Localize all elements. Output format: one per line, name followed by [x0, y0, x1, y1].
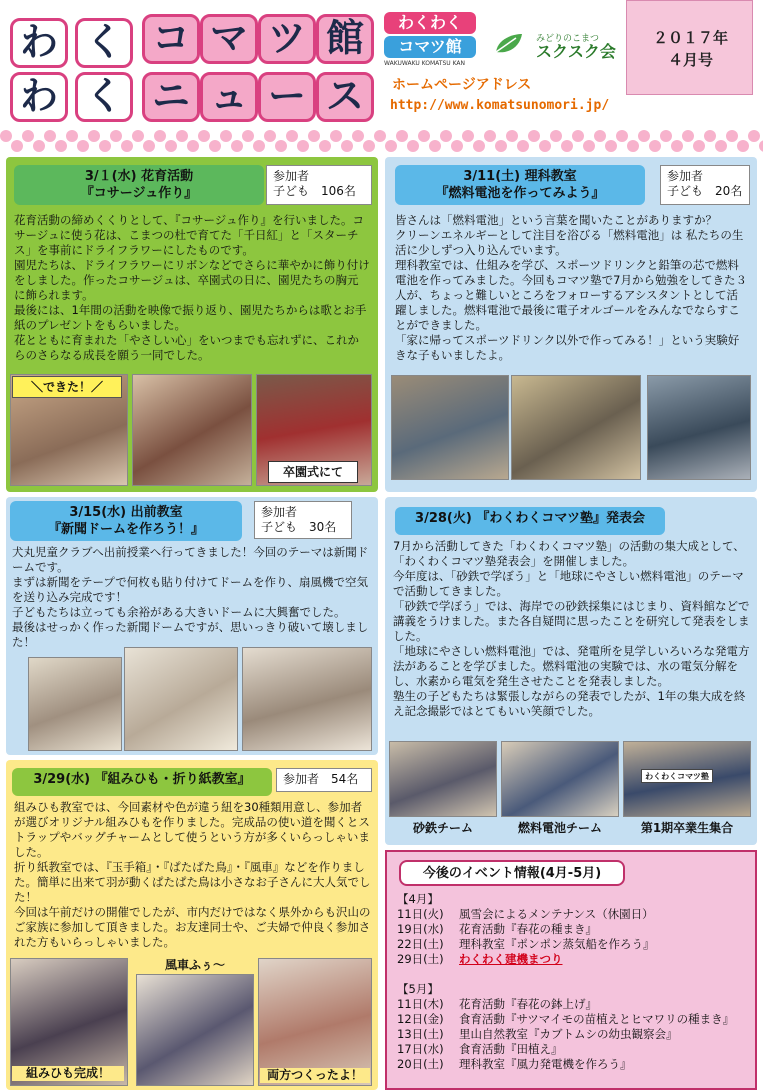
flower-decoration [121, 140, 133, 152]
event-title: わくわく建機まつり [459, 952, 563, 966]
flower-decoration [374, 130, 386, 142]
flower-decoration [704, 130, 716, 142]
flower-decoration [88, 130, 100, 142]
demae-participants [254, 501, 352, 539]
flower-decoration [330, 130, 342, 142]
flower-decoration [22, 130, 34, 142]
flower-decoration [638, 130, 650, 142]
title-tile: マ [200, 14, 258, 64]
flower-decoration [693, 140, 705, 152]
flower-decoration [319, 140, 331, 152]
flower-decoration [187, 140, 199, 152]
flower-decoration [264, 130, 276, 142]
demae-body: 犬丸児童クラブへ出前授業へ行ってきました！今回のテーマは新聞ドームです。 まずは新聞をテープで何枚も貼り付けてドームを作り、扇風機で空気を送り込み完成です！ 子どもたちは立っても余裕がある大きいドームに大興奮でした。 最後はせっかく作った新聞ドームですが、思いっきり破いて壊しました！ [12, 545, 369, 649]
title-tile: 館 [316, 14, 374, 64]
kumihimo-heading: 3/29(水) 『組みひも・折り紙教室』 [12, 768, 272, 796]
flower-decoration [352, 130, 364, 142]
participants-count: 子ども 30名 [261, 520, 337, 534]
section-kumihimo [6, 760, 378, 1090]
flower-decoration [198, 130, 210, 142]
flower-decoration [671, 140, 683, 152]
participants-label: 参加者 [667, 169, 704, 183]
events-heading: 今後のイベント情報(4月-5月) [399, 860, 625, 886]
caption-ryouhou: 両方つくったよ！ [260, 1068, 370, 1083]
flower-decoration [165, 140, 177, 152]
flower-decoration [132, 130, 144, 142]
title-tile: ー [258, 72, 316, 122]
flower-decoration [726, 130, 738, 142]
event-item [397, 997, 753, 1012]
flower-decoration [682, 130, 694, 142]
dekita-bubble: ＼できた！／ [12, 376, 122, 398]
photo-science-1 [391, 375, 509, 480]
flower-decoration [308, 130, 320, 142]
event-item [397, 1057, 753, 1072]
flower-decoration [605, 140, 617, 152]
flower-decoration [495, 140, 507, 152]
flower-decoration [209, 140, 221, 152]
flower-decoration [55, 140, 67, 152]
section-hanaiku [6, 157, 378, 492]
title-tile: く [75, 72, 133, 122]
event-title: 花育活動『春花の鉢上げ』 [459, 997, 597, 1011]
participants-label: 参加者 [261, 505, 298, 519]
flower-decoration [154, 130, 166, 142]
title-tile: く [75, 18, 133, 68]
event-title: 花育活動『春花の種まき』 [459, 922, 597, 936]
homepage-url[interactable]: http://www.komatsunomori.jp/ [390, 98, 610, 113]
caption-group: 第1期卒業生集合 [640, 821, 734, 835]
caption-nenryo: 燃料電池チーム [517, 821, 602, 835]
flower-decoration [473, 140, 485, 152]
event-item [397, 1042, 753, 1057]
flower-decoration [297, 140, 309, 152]
issue-month: ４月号 [667, 51, 713, 69]
event-item [397, 952, 753, 967]
title-tile: ニ [142, 72, 200, 122]
flower-decoration [627, 140, 639, 152]
event-item [397, 922, 753, 937]
event-date: 11日(木) [397, 997, 444, 1011]
flower-decoration [0, 130, 12, 142]
events-list [397, 892, 753, 1072]
flower-decoration [33, 140, 45, 152]
flower-decoration [176, 130, 188, 142]
homepage-label: ホームページアドレス [392, 77, 532, 93]
section-events [385, 850, 757, 1090]
kumihimo-body: 組みひも教室では、今回素材や色が違う紐を30種類用意し、参加者が選びオリジナル組みひもを作りました。完成品の使い道を聞くとストラップやバッグチャームとして使うという方が多くいらっしゃいました。 折り紙教室では、『玉手箱』・『ぱたぱた鳥』・『風車』などを作りました。簡単に出来て羽が動くぱたぱた鳥は小さなお子さんに大人気でした！ 今回は午前だけの開催でしたが、市内だけではなく県外からも沢山のご家族に参加して頂きました。お友達同士や、ご夫婦で仲良く参加された方もいらっしゃいました。 [14, 800, 371, 949]
participants-count: 子ども 106名 [273, 184, 356, 198]
flower-decoration [737, 140, 749, 152]
science-participants [660, 165, 750, 205]
flower-decoration [44, 130, 56, 142]
flower-decoration [594, 130, 606, 142]
caption-kazaguruma: 風車ふぅ〜 [164, 958, 225, 972]
flower-decoration [418, 130, 430, 142]
event-date: 12日(金) [397, 1012, 444, 1026]
hanaiku-participants [266, 165, 372, 205]
flower-decoration [242, 130, 254, 142]
flower-decoration [517, 140, 529, 152]
event-date: 11日(火) [397, 907, 444, 921]
title-tile: ス [316, 72, 374, 122]
photo-dome-3 [242, 647, 372, 751]
title-tile: コ [142, 14, 200, 64]
issue-year: ２０１７年 [652, 29, 728, 47]
hanaiku-title1: 3/１(水) 花育活動 [84, 169, 194, 184]
event-title: 理科教室『風力発電機を作ろう』 [459, 1057, 632, 1071]
section-juku [385, 497, 757, 845]
flower-decoration [385, 140, 397, 152]
photo-dome-1 [28, 657, 122, 751]
flower-decoration [231, 140, 243, 152]
flower-decoration [286, 130, 298, 142]
hanaiku-heading [14, 165, 264, 205]
flower-decoration [143, 140, 155, 152]
flower-decoration [253, 140, 265, 152]
flower-decoration [583, 140, 595, 152]
flower-decoration [220, 130, 232, 142]
demae-title1: 3/15(水) 出前教室 [69, 505, 183, 520]
title-tile: ュ [200, 72, 258, 122]
photo-nenryo [501, 741, 619, 817]
photo-ryouhou [258, 958, 372, 1086]
flower-decoration [429, 140, 441, 152]
section-demae [6, 497, 378, 755]
caption-satetsu: 砂鉄チーム [412, 821, 473, 835]
flower-decoration [550, 130, 562, 142]
event-date: 20日(土) [397, 1057, 444, 1071]
event-item [397, 1012, 753, 1027]
flower-decoration [616, 130, 628, 142]
flower-decoration [660, 130, 672, 142]
photo-kazaguruma [136, 974, 254, 1086]
logo-roman: WAKUWAKU KOMATSU KAN [384, 60, 465, 67]
partner-name: スクスク会 [536, 42, 616, 61]
event-date: 17日(水) [397, 1042, 444, 1056]
juku-body: 7月から活動してきた「わくわくコマツ塾」の活動の集大成として、「わくわくコマツ塾発表会」を開催しました。 今年度は、「砂鉄で学ぼう」と「地球にやさしい燃料電池」のテーマで活動してきました。 「砂鉄で学ぼう」では、海岸での砂鉄採集にはじまり、資料館などで講義をうけました。また各自疑問に思ったことを研究して発表をしました。 「地球にやさしい燃料電池」では、発電所を見学しいろいろな発電方法があることを学びました。燃料電池の実験では、水の電気分解をし、水素から電気を発生させたことを発表しました。 塾生の子どもたちは緊張しながらの発表でしたが、1年の集大成を終え記念撮影ではとてもいい笑顔でした。 [393, 539, 750, 718]
event-date: 13日(土) [397, 1027, 444, 1041]
kumihimo-participants: 参加者 54名 [276, 768, 372, 792]
event-title: 理科教室『ポンポン蒸気船を作ろう』 [459, 937, 655, 951]
event-date: 29日(土) [397, 952, 444, 966]
flower-decoration [561, 140, 573, 152]
may-label: 【5月】 [397, 982, 439, 996]
flower-decoration [363, 140, 375, 152]
graduation-caption: 卒園式にて [268, 461, 358, 483]
event-item [397, 1027, 753, 1042]
hanaiku-body: 花育活動の締めくくりとして、『コサージュ作り』を行いました。コサージュに使う花は、こまつの杜で育てた「千日紅」と「スターチス」を事前にドライフラワーにしたものです。 園児たちは、ドライフラワーにリボンなどでさらに華やかに飾り付けをしました。作ったコサージュは、卒園式の日に、園児たちの胸元に飾られます。 最後には、1年間の活動を映像で振り返り、園児たちからは歌とお手紙のプレゼントをもらいました。 花とともに育まれた「やさしい心」をいつまでも忘れずに、これからのさらなる成長を願う一同でした。 [14, 213, 370, 362]
science-title2: 『燃料電池を作ってみよう』 [435, 186, 605, 201]
flower-decoration [506, 130, 518, 142]
logo-top: わくわく [384, 12, 476, 34]
flower-decoration [759, 140, 763, 152]
title-tile: わ [10, 72, 68, 122]
demae-title2: 『新聞ドームを作ろう！』 [47, 522, 204, 537]
flower-decoration [715, 140, 727, 152]
flower-decoration [341, 140, 353, 152]
section-science [385, 157, 757, 492]
photo-dome-2 [124, 647, 238, 751]
flower-decoration [66, 130, 78, 142]
event-date: 19日(水) [397, 922, 444, 936]
flower-decoration [99, 140, 111, 152]
flower-decoration [748, 130, 760, 142]
issue-box [626, 0, 753, 95]
partner-small: みどりのこまつ [536, 34, 600, 44]
photo-science-2 [511, 375, 641, 480]
flower-decoration [451, 140, 463, 152]
photo-science-3 [647, 375, 751, 480]
flower-decoration [528, 130, 540, 142]
april-label: 【4月】 [397, 892, 439, 906]
flower-decoration [396, 130, 408, 142]
flower-decoration [407, 140, 419, 152]
event-date: 22日(土) [397, 937, 444, 951]
flower-decoration [11, 140, 23, 152]
science-title1: 3/11(土) 理科教室 [463, 169, 577, 184]
flower-decoration [462, 130, 474, 142]
flower-decoration [110, 130, 122, 142]
flower-decoration [275, 140, 287, 152]
event-title: 里山自然教室『カブトムシの幼虫観察会』 [459, 1027, 678, 1041]
flower-decoration [649, 140, 661, 152]
participants-label: 参加者 [273, 169, 310, 183]
flower-decoration [77, 140, 89, 152]
hanaiku-title2: 『コサージュ作り』 [80, 186, 198, 201]
juku-heading: 3/28(火) 『わくわくコマツ塾』発表会 [395, 507, 665, 535]
photo-satetsu [389, 741, 497, 817]
partner-logo [492, 22, 622, 72]
demae-heading [10, 501, 242, 541]
masthead [0, 0, 763, 155]
title-tile: ツ [258, 14, 316, 64]
flower-decoration [572, 130, 584, 142]
participants-count: 子ども 20名 [667, 184, 743, 198]
caption-kumihimo: 組みひも完成！ [12, 1066, 124, 1081]
event-title: 食育活動『田植え』 [459, 1042, 563, 1056]
photo-corsage-2 [132, 374, 252, 486]
science-heading [395, 165, 645, 205]
flower-decoration [539, 140, 551, 152]
flower-decoration [440, 130, 452, 142]
leaf-icon [492, 30, 526, 56]
event-item [397, 907, 753, 922]
title-tile: わ [10, 18, 68, 68]
wakuwaku-komatsu-logo [384, 12, 476, 72]
science-body: 皆さんは「燃料電池」という言葉を聞いたことがありますか？ クリーンエネルギーとして注目を浴びる「燃料電池」は 私たちの生活に少しずつ入り込んでいます。 理科教室では、仕組みを学び、スポーツドリンクと鉛筆の芯で燃料電池を作ってみました。今回もコマツ塾で7月から勉強をしてきた３人が、ちょっと難しいところをフォローするアシスタントとして活躍しました。燃料電池で最後に電子オルゴールをみんなでならすことができました。 「家に帰ってスポーツドリンク以外で作ってみる！」という実験好きな子もいましたよ。 [395, 213, 747, 362]
event-title: 食育活動『サツマイモの苗植えとヒマワリの種まき』 [459, 1012, 735, 1026]
event-item [397, 937, 753, 952]
flower-decoration [484, 130, 496, 142]
event-title: 風雪会によるメンテナンス（休園日） [459, 907, 654, 921]
logo-bottom: コマツ館 [384, 36, 476, 58]
juku-banner: わくわくコマツ塾 [641, 769, 713, 783]
